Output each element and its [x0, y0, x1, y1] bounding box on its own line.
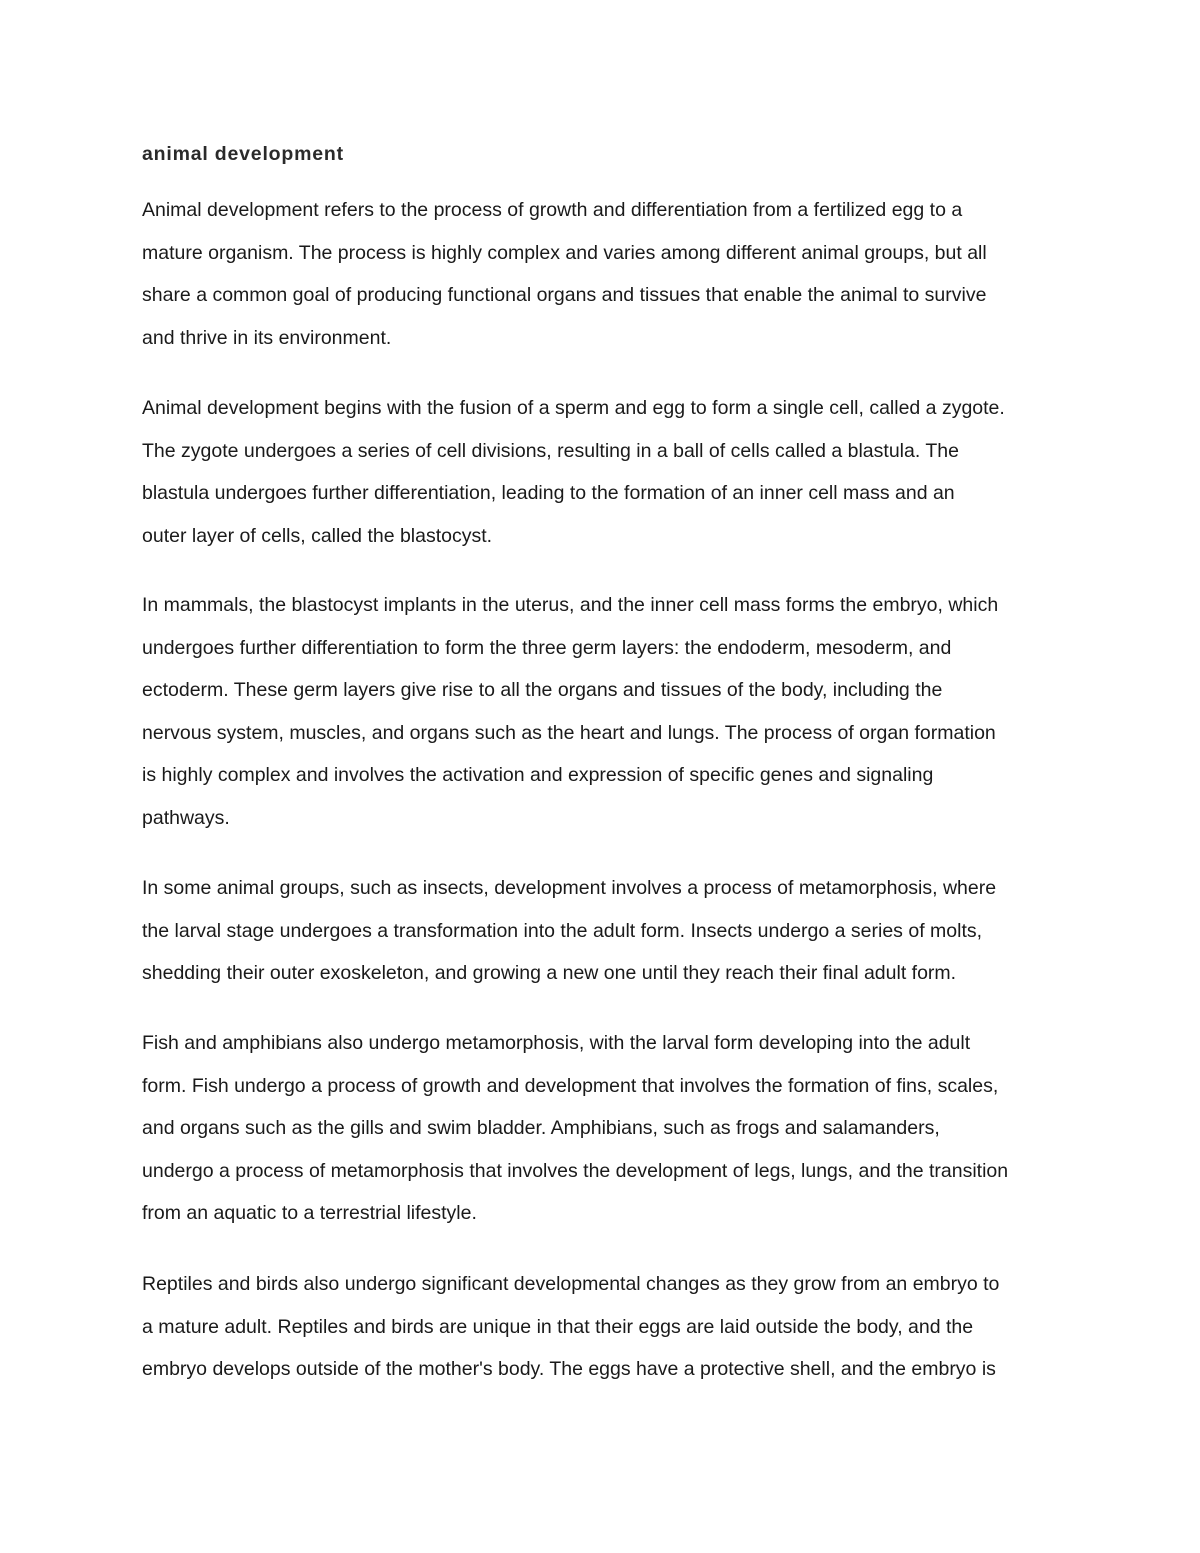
text-line: the larval stage undergoes a transformation into the adult form. Insects undergo a series of molts, [142, 919, 983, 942]
text-line: from an aquatic to a terrestrial lifestyle. [142, 1202, 477, 1224]
text-line: is highly complex and involves the activation and expression of specific genes and signaling [142, 764, 934, 786]
text-line: The zygote undergoes a series of cell divisions, resulting in a ball of cells called a blastula. The [142, 439, 959, 462]
text-line: In some animal groups, such as insects, development involves a process of metamorphosis, where [142, 877, 997, 899]
text-line: nervous system, muscles, and organs such as the heart and lungs. The process of organ formation [142, 721, 996, 744]
paragraph-zygote [142, 387, 1062, 557]
text-line: Animal development refers to the process of growth and differentiation from a fertilized egg to a [142, 199, 963, 221]
text-line: mature organism. The process is highly complex and varies among different animal groups, but all [142, 241, 987, 264]
paragraph-mammals [142, 584, 1062, 839]
paragraph-fish-amphibians [142, 1022, 1062, 1235]
text-line: Fish and amphibians also undergo metamorphosis, with the larval form developing into the adult [142, 1032, 971, 1054]
text-line: Reptiles and birds also undergo significant developmental changes as they grow from an embryo to [142, 1273, 1000, 1295]
text-line: shedding their outer exoskeleton, and growing a new one until they reach their final adult form. [142, 962, 957, 984]
text-line: and thrive in its environment. [142, 326, 392, 349]
text-line: undergoes further differentiation to form the three germ layers: the endoderm, mesoderm, and [142, 636, 952, 659]
text-line: Animal development begins with the fusion of a sperm and egg to form a single cell, called a zygote. [142, 397, 1005, 419]
text-line: undergo a process of metamorphosis that involves the development of legs, lungs, and the transition [142, 1159, 1009, 1182]
text-line: share a common goal of producing functional organs and tissues that enable the animal to survive [142, 284, 987, 306]
paragraph-introduction [142, 189, 1062, 359]
paragraph-insects [142, 867, 1062, 995]
text-line: a mature adult. Reptiles and birds are unique in that their eggs are laid outside the body, and the [142, 1315, 974, 1338]
text-line: outer layer of cells, called the blastocyst. [142, 524, 493, 547]
text-line: blastula undergoes further differentiation, leading to the formation of an inner cell mass and an [142, 482, 955, 504]
text-line: and organs such as the gills and swim bladder. Amphibians, such as frogs and salamanders, [142, 1117, 940, 1139]
text-line: embryo develops outside of the mother's body. The eggs have a protective shell, and the embryo is [142, 1358, 996, 1380]
paragraph-reptiles-birds [142, 1263, 1062, 1391]
text-line: ectoderm. These germ layers give rise to all the organs and tissues of the body, including the [142, 679, 943, 701]
text-line: In mammals, the blastocyst implants in the uterus, and the inner cell mass forms the embryo, which [142, 594, 999, 616]
document-title: animal development [142, 143, 344, 165]
text-line: form. Fish undergo a process of growth and development that involves the formation of fins, scales, [142, 1074, 999, 1097]
text-line: pathways. [142, 806, 230, 829]
